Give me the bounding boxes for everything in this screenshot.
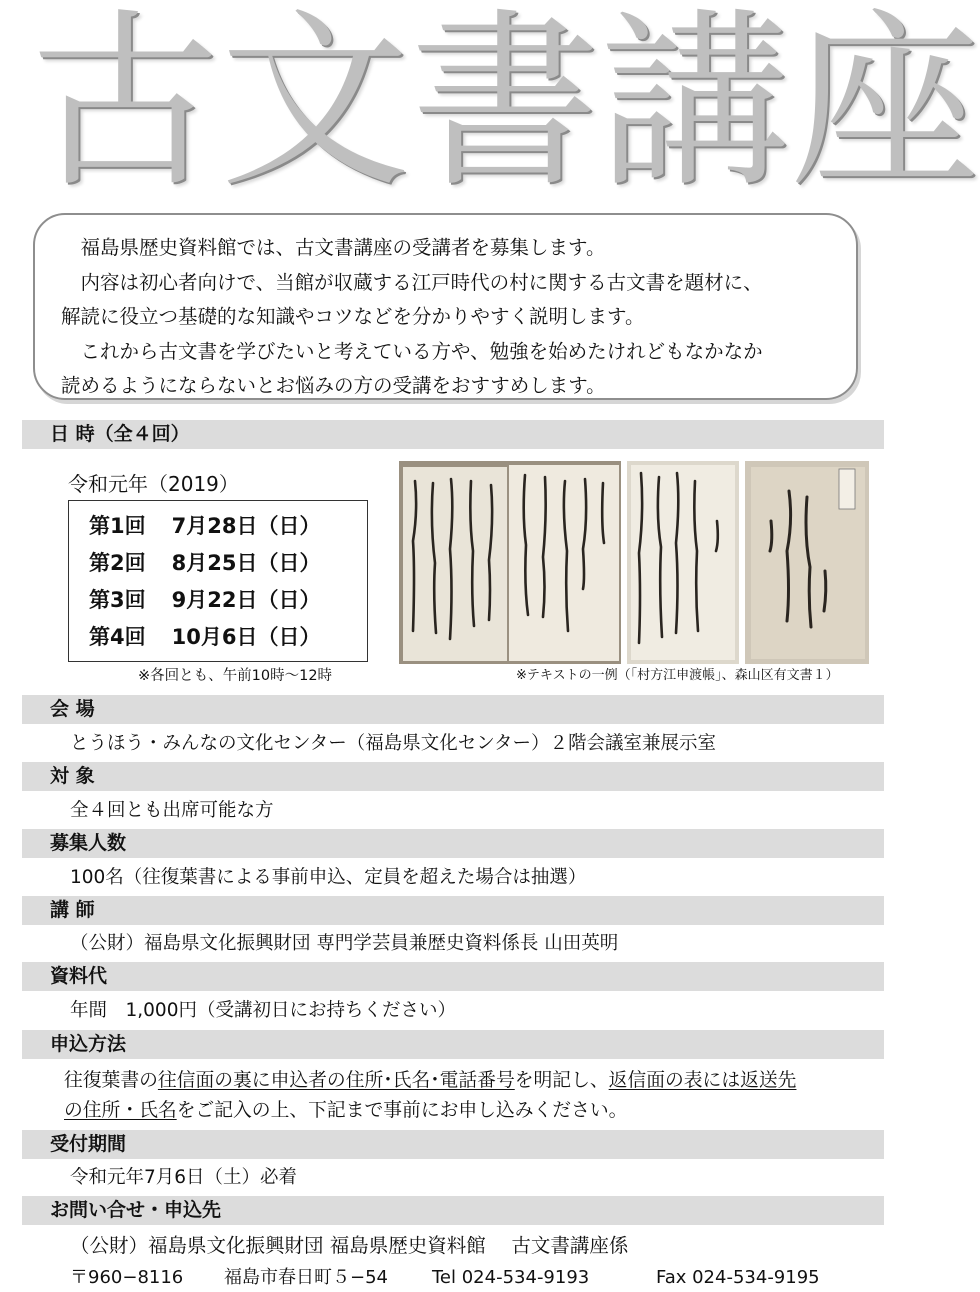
contact-postal: 〒960−8116	[70, 1267, 184, 1288]
target-heading: 対 象	[22, 762, 884, 791]
session-label: 第2回	[89, 551, 146, 575]
intro-box	[33, 213, 858, 400]
intro-line: 福島県歴史資料館では、古文書講座の受講者を募集します。	[61, 236, 606, 259]
session-date: 8月25日（日）	[171, 551, 321, 575]
apply-heading: 申込方法	[22, 1030, 884, 1059]
apply-text-underlined: 往信面の裏に申込者の住所･氏名･電話番号	[157, 1070, 515, 1091]
era-label: 令和元年（2019）	[68, 472, 239, 496]
title-char: 座	[790, 0, 980, 213]
session-date: 9月22日（日）	[171, 588, 321, 612]
intro-line: 内容は初心者向けで、当館が収蔵する江戸時代の村に関する古文書を題材に、	[61, 270, 763, 294]
photo-caption: ※テキストの一例（「村方江申渡帳」、森山区有文書１）	[516, 668, 839, 683]
apply-text-line2	[64, 1097, 627, 1125]
apply-text-line1	[64, 1067, 796, 1095]
schedule-box	[68, 500, 368, 662]
apply-text-underlined: の住所・氏名	[64, 1100, 177, 1121]
lecturer-text: （公財）福島県文化振興財団 専門学芸員兼歴史資料係長 山田英明	[70, 933, 619, 954]
title-char: 文	[220, 0, 411, 213]
contact-address: 福島市春日町５−54	[224, 1267, 388, 1288]
schedule-heading: 日 時（全４回）	[22, 420, 884, 449]
period-text: 令和元年7月6日（土）必着	[70, 1167, 298, 1188]
document-photo	[745, 461, 869, 664]
session-row	[89, 619, 367, 656]
intro-line: 解読に役立つ基礎的な知識やコツなどを分かりやすく説明します。	[61, 305, 645, 328]
page-title	[30, 0, 980, 213]
schedule-note: ※各回とも、午前10時～12時	[138, 668, 333, 684]
period-heading: 受付期間	[22, 1130, 884, 1159]
apply-text-underlined: 返信面の表には返送先	[608, 1070, 797, 1091]
session-date: 10月6日（日）	[171, 625, 321, 649]
session-label: 第1回	[89, 514, 146, 538]
session-label: 第3回	[89, 588, 146, 612]
document-photo	[399, 461, 621, 664]
session-row	[89, 582, 367, 619]
session-label: 第4回	[89, 625, 146, 649]
fee-heading: 資料代	[22, 962, 884, 991]
capacity-heading: 募集人数	[22, 829, 884, 858]
apply-text: を明記し、	[514, 1070, 609, 1091]
document-photos	[399, 461, 869, 664]
session-row	[89, 545, 367, 582]
contact-fax: Fax 024-534-9195	[656, 1267, 820, 1288]
title-char: 古	[30, 0, 221, 213]
session-row	[89, 508, 367, 545]
fee-text: 年間 1,000円（受講初日にお持ちください）	[70, 1000, 456, 1021]
venue-text: とうほう・みんなの文化センター（福島県文化センター）２階会議室兼展示室	[70, 733, 717, 754]
apply-text: をご記入の上、下記まで事前にお申し込みください。	[176, 1100, 628, 1121]
intro-line: これから古文書を学びたいと考えている方や、勉強を始めたけれどもなかなか	[61, 339, 763, 363]
contact-tel: Tel 024-534-9193	[432, 1267, 590, 1288]
intro-line: 読めるようにならないとお悩みの方の受講をおすすめします。	[61, 374, 606, 397]
capacity-text: 100名（往復葉書による事前申込、定員を超えた場合は抽選）	[70, 867, 587, 888]
apply-text: 往復葉書の	[64, 1070, 158, 1091]
venue-heading: 会 場	[22, 695, 884, 724]
lecturer-heading: 講 師	[22, 896, 884, 925]
session-date: 7月28日（日）	[171, 514, 321, 538]
contact-heading: お問い合せ・申込先	[22, 1196, 884, 1225]
title-char: 講	[600, 0, 791, 213]
target-text: 全４回とも出席可能な方	[70, 800, 274, 821]
document-photo	[627, 461, 739, 664]
title-char: 書	[410, 0, 601, 213]
contact-org: （公財）福島県文化振興財団 福島県歴史資料館 古文書講座係	[70, 1234, 629, 1257]
